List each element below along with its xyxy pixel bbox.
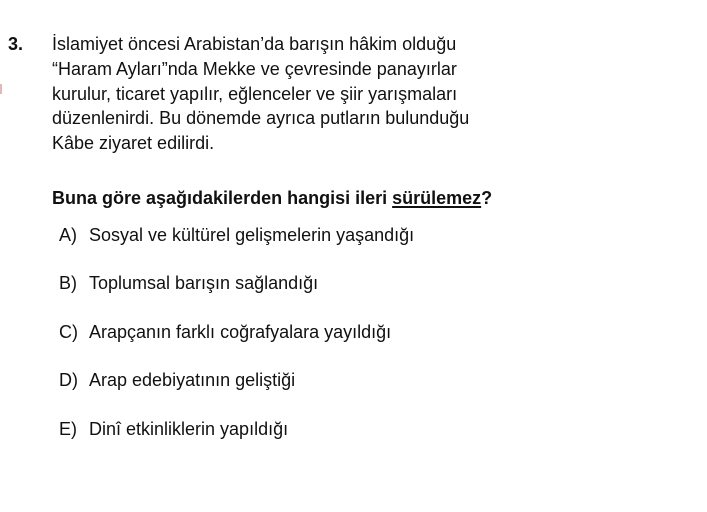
answer-options (52, 223, 672, 466)
option-text: Dinî etkinliklerin yapıldığı (89, 418, 289, 439)
stem-line: Kâbe ziyaret edilirdi. (52, 133, 215, 154)
option-letter: B) (59, 273, 77, 294)
stem-line: düzenlenirdi. Bu dönemde ayrıca putların bulunduğu (52, 108, 470, 129)
option-letter: C) (59, 321, 78, 342)
stem-line: İslamiyet öncesi Arabistan’da barışın hâkim olduğu (52, 34, 457, 54)
question-stem (52, 32, 672, 156)
prompt-question-mark: ? (481, 187, 493, 208)
option-text: Toplumsal barışın sağlandığı (89, 273, 319, 294)
option-a[interactable] (59, 223, 672, 272)
option-letter: A) (59, 224, 77, 245)
stem-line: “Haram Ayları”nda Mekke ve çevresinde panayırlar (52, 58, 457, 79)
option-text: Arap edebiyatının geliştiği (89, 370, 296, 391)
stem-line: kurulur, ticaret yapılır, eğlenceler ve şiir yarışmaları (52, 83, 458, 104)
question-body (52, 32, 672, 465)
option-b[interactable] (59, 271, 672, 320)
option-d[interactable] (59, 368, 672, 417)
question-number: 3. (8, 34, 24, 54)
option-letter: E) (59, 418, 77, 439)
prompt-emphasis: sürülemez (392, 187, 482, 208)
margin-mark (0, 84, 2, 94)
option-e[interactable] (59, 417, 672, 466)
option-letter: D) (59, 370, 78, 391)
option-text: Arapçanın farklı coğrafyalara yayıldığı (89, 321, 392, 342)
question-prompt (52, 186, 672, 210)
option-c[interactable] (59, 320, 672, 369)
prompt-text: Buna göre aşağıdakilerden hangisi ileri (52, 187, 393, 208)
option-text: Sosyal ve kültürel gelişmelerin yaşandığı (89, 224, 415, 245)
